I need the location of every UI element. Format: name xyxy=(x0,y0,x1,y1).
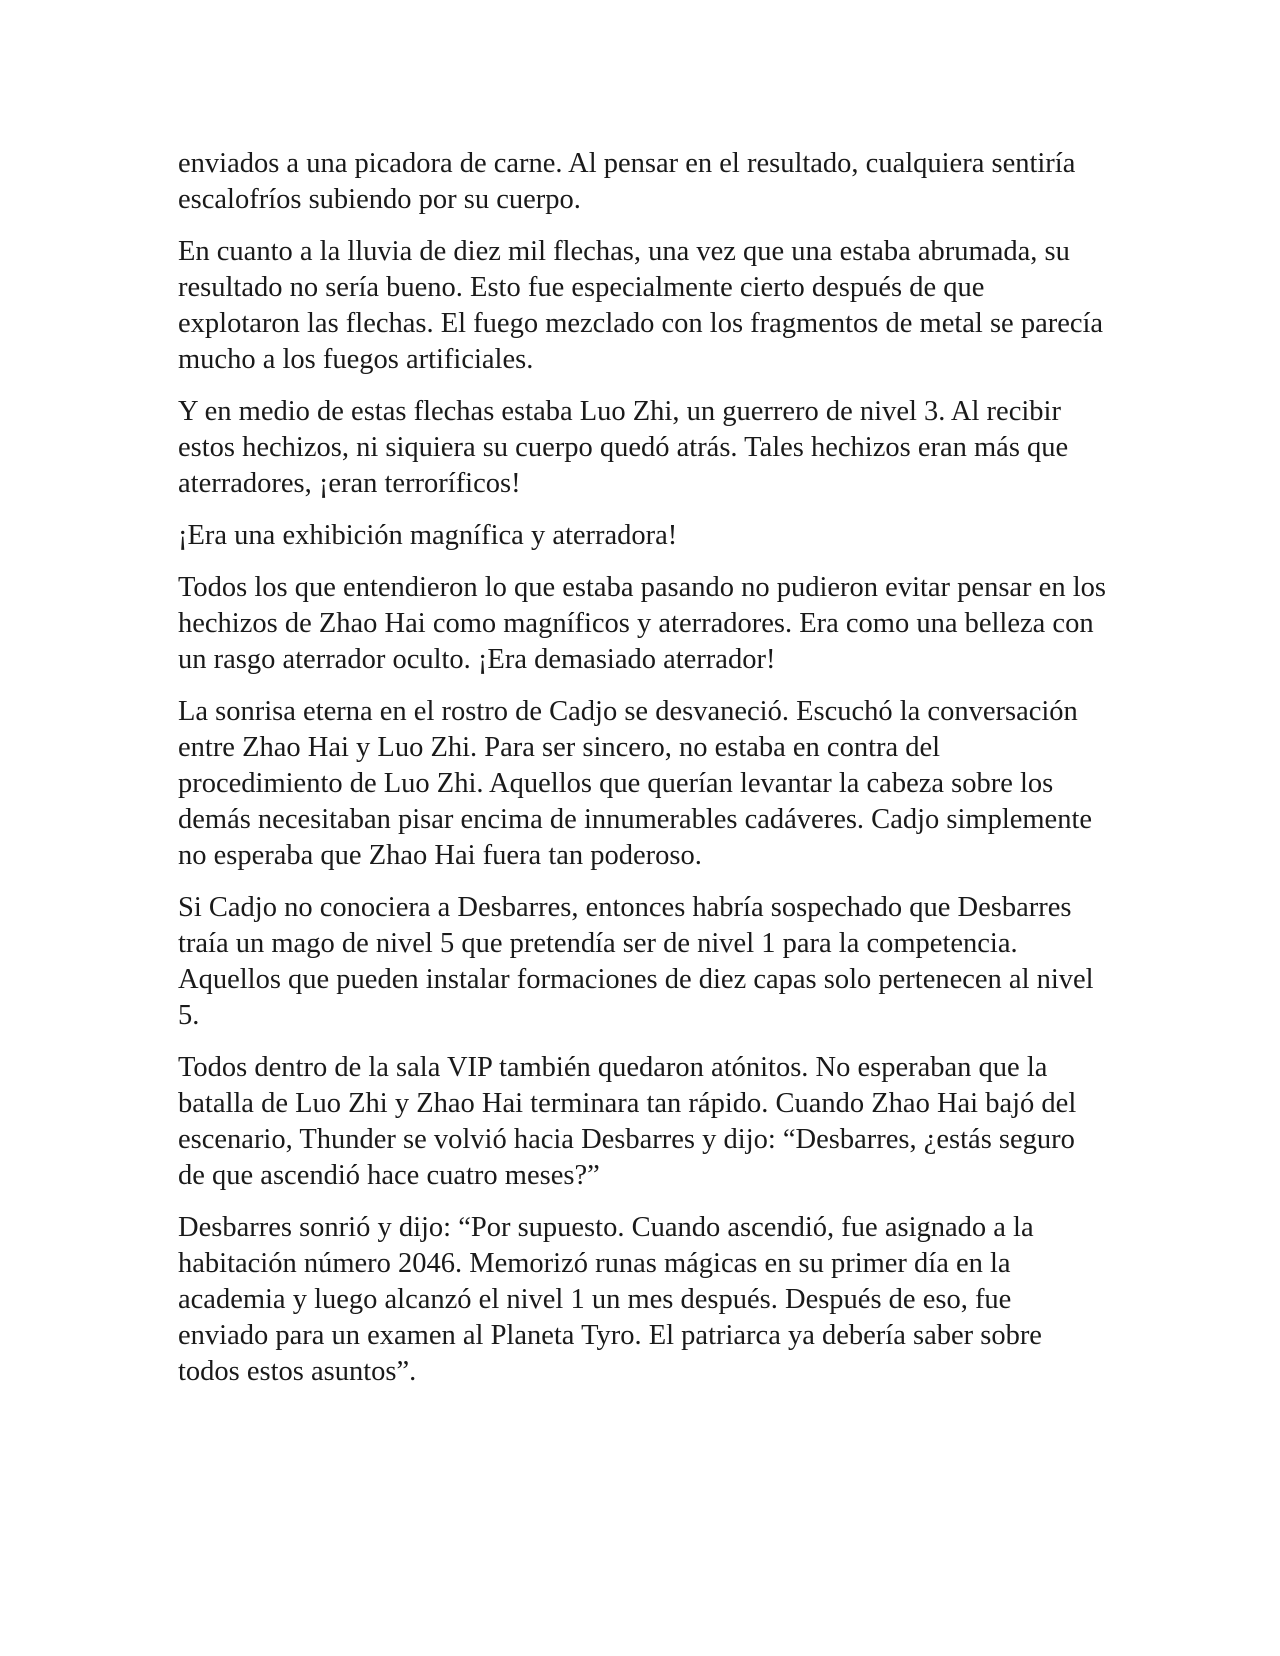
paragraph: Desbarres sonrió y dijo: “Por supuesto. Cuando ascendió, fue asignado a la habitación número 2046. Memorizó runas mágicas en su primer día en la academia y luego alcanzó el nivel 1 un mes después. Después de eso, fue enviado para un examen al Planeta Tyro. El patriarca ya debería saber sobre todos estos asuntos”. xyxy=(178,1212,1042,1387)
paragraph: La sonrisa eterna en el rostro de Cadjo se desvaneció. Escuchó la conversación entre Zhao Hai y Luo Zhi. Para ser sincero, no estaba en contra del procedimiento de Luo Zhi. Aquellos que querían levantar la cabeza sobre los demás necesitaban pisar encima de innumerables cadáveres. Cadjo simplemente no esperaba que Zhao Hai fuera tan poderoso. xyxy=(178,696,1093,871)
paragraph: enviados a una picadora de carne. Al pensar en el resultado, cualquiera sentiría escalofríos subiendo por su cuerpo. xyxy=(178,148,1076,215)
document-body xyxy=(178,146,1108,1406)
paragraph: Todos dentro de la sala VIP también quedaron atónitos. No esperaban que la batalla de Luo Zhi y Zhao Hai terminara tan rápido. Cuando Zhao Hai bajó del escenario, Thunder se volvió hacia Desbarres y dijo: “Desbarres, ¿estás seguro de que ascendió hace cuatro meses?” xyxy=(178,1052,1077,1191)
paragraph: Todos los que entendieron lo que estaba pasando no pudieron evitar pensar en los hechizos de Zhao Hai como magníficos y aterradores. Era como una belleza con un rasgo aterrador oculto. ¡Era demasiado aterrador! xyxy=(178,572,1106,675)
paragraph: ¡Era una exhibición magnífica y aterradora! xyxy=(178,520,678,551)
paragraph: Y en medio de estas flechas estaba Luo Zhi, un guerrero de nivel 3. Al recibir estos hechizos, ni siquiera su cuerpo quedó atrás. Tales hechizos eran más que aterradores, ¡eran terroríficos! xyxy=(178,396,1069,499)
paragraph: Si Cadjo no conociera a Desbarres, entonces habría sospechado que Desbarres traía un mago de nivel 5 que pretendía ser de nivel 1 para la competencia. Aquellos que pueden instalar formaciones de diez capas solo pertenecen al nivel 5. xyxy=(178,892,1094,1031)
paragraph: En cuanto a la lluvia de diez mil flechas, una vez que una estaba abrumada, su resultado no sería bueno. Esto fue especialmente cierto después de que explotaron las flechas. El fuego mezclado con los fragmentos de metal se parecía mucho a los fuegos artificiales. xyxy=(178,236,1104,375)
